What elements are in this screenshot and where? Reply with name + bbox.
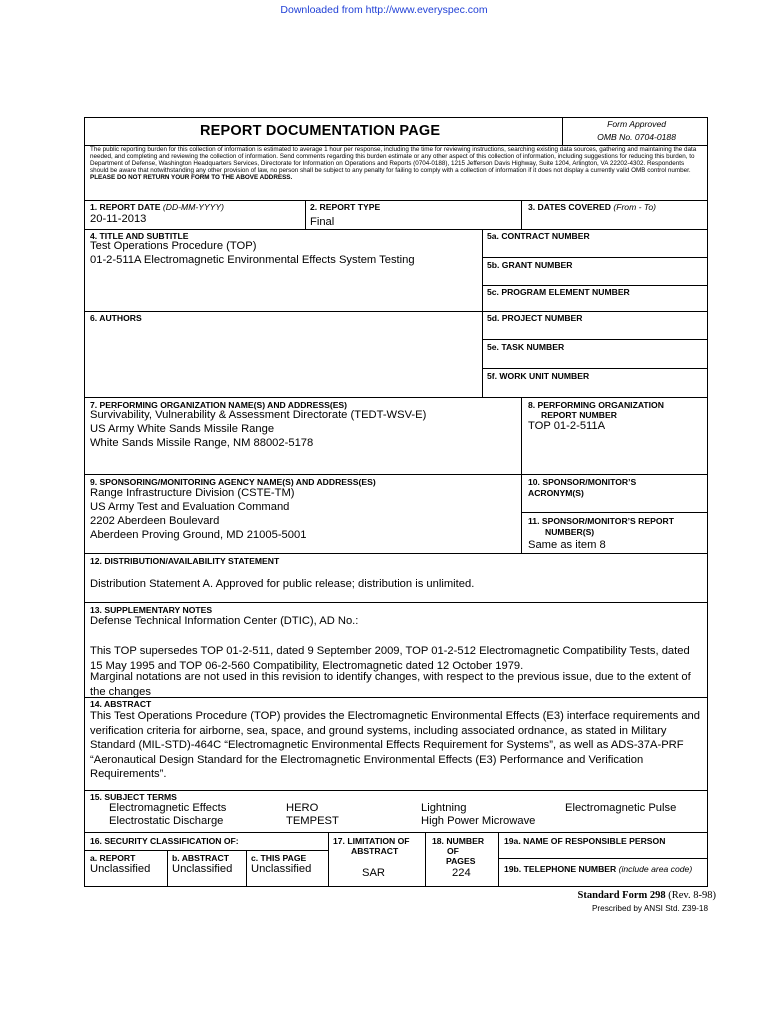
rule-v-title-5 [482, 229, 483, 397]
subject-term: Lightning [421, 802, 467, 814]
rule-16-sub [84, 850, 328, 851]
subject-terms-label: 15. SUBJECT TERMS [90, 792, 177, 802]
rule-v-16b [246, 850, 247, 887]
report-type-value: Final [310, 216, 335, 228]
abstract-text: This Test Operations Procedure (TOP) provides the Electromagnetic Environmental Effects (E3) interface requirements and verification criteria for airborne, sea, space, and ground systems, including associated ordnance, as stated in Military Standard (MIL-STD)-464C “Electromagnetic Environmental Effects Requirement for Systems”, as well as ADS-37A-PRF “Aeronautical Design Standard for the Electromagnetic Environmental Effects (E3) Performance and Verification Requirements”. [90, 710, 701, 780]
standard-form-name: Standard Form 298 [577, 890, 666, 901]
num-pages-label-3: PAGES [446, 856, 476, 866]
perf-report-label-1: 8. PERFORMING ORGANIZATION [528, 400, 664, 410]
abstract-class-label: b. ABSTRACT [172, 853, 229, 863]
dates-covered-hint: (From - To) [613, 202, 656, 212]
subject-term: Electromagnetic Effects [109, 802, 227, 814]
sponsoring-line: Aberdeen Proving Ground, MD 21005-5001 [90, 529, 307, 541]
performing-org-line: US Army White Sands Missile Range [90, 423, 275, 435]
report-date-label [90, 202, 224, 212]
monitor-report-label-2: NUMBER(S) [545, 527, 595, 537]
rule-after-title [84, 311, 708, 312]
subject-term: High Power Microwave [421, 815, 536, 827]
title-line-1: Test Operations Procedure (TOP) [90, 240, 257, 252]
distribution-statement: Distribution Statement A. Approved for public release; distribution is unlimited. [90, 578, 475, 590]
perf-report-number: TOP 01-2-511A [528, 420, 606, 432]
report-class-value: Unclassified [90, 863, 151, 875]
grant-number-label: 5b. GRANT NUMBER [487, 260, 573, 270]
program-element-label: 5c. PROGRAM ELEMENT NUMBER [487, 287, 630, 297]
task-number-label: 5e. TASK NUMBER [487, 342, 565, 352]
report-date-label-text: 1. REPORT DATE [90, 202, 161, 212]
contract-number-label: 5a. CONTRACT NUMBER [487, 231, 590, 241]
sponsoring-line: US Army Test and Evaluation Command [90, 501, 290, 513]
rule-after-performing [84, 474, 708, 475]
supplementary-dtic: Defense Technical Information Center (DTIC), AD No.: [90, 615, 359, 627]
performing-org-line: White Sands Missile Range, NM 88002-5178 [90, 437, 314, 449]
report-date-value: 20-11-2013 [90, 213, 147, 225]
supplementary-label: 13. SUPPLEMENTARY NOTES [90, 605, 213, 615]
form-approved: Form Approved [607, 119, 666, 129]
rule-after-block1 [84, 229, 708, 230]
subject-term: Electrostatic Discharge [109, 815, 224, 827]
subject-term: HERO [286, 802, 319, 814]
authors-label: 6. AUTHORS [90, 313, 142, 323]
dates-covered-label [528, 202, 656, 212]
rule-5d [482, 339, 708, 340]
project-number-label: 5d. PROJECT NUMBER [487, 313, 583, 323]
dates-covered-label-text: 3. DATES COVERED [528, 202, 611, 212]
num-pages-label-2: OF [447, 846, 459, 856]
report-class-label: a. REPORT [90, 853, 136, 863]
monitor-report-number: Same as item 8 [528, 539, 606, 551]
rule-5b [482, 285, 708, 286]
rule-v-2-3 [521, 200, 522, 229]
rule-v-1-2 [305, 200, 306, 229]
omb-number: OMB No. 0704-0188 [597, 132, 676, 142]
num-pages-value: 224 [452, 867, 471, 879]
subject-term: TEMPEST [286, 815, 339, 827]
acronym-label-2: ACRONYM(S) [528, 488, 584, 498]
rule-10 [521, 512, 708, 513]
security-classification-label: 16. SECURITY CLASSIFICATION OF: [90, 836, 239, 846]
standard-form-revision: (Rev. 8-98) [668, 890, 716, 901]
performing-org-line: Survivability, Vulnerability & Assessment Directorate (TEDT-WSV-E) [90, 409, 427, 421]
page-class-label: c. THIS PAGE [251, 853, 307, 863]
telephone-hint: (include area code) [618, 864, 693, 874]
perf-report-label-2: REPORT NUMBER [541, 410, 617, 420]
report-type-label: 2. REPORT TYPE [310, 202, 381, 212]
title-line-2: 01-2-511A Electromagnetic Environmental Effects System Testing [90, 254, 415, 266]
burden-text: The public reporting burden for this collection of information is estimated to average 1 hour per response, including the time for reviewing instructions, searching existing data sources, gathering and maintaining the data needed, and completing and reviewing the collection of information. Send comments regarding this burden estimate or any other aspect of this collection of information, including suggestions for reducing this burden, to Department of Defense, Washington Headquarters Services, Directorate for Information on Operations and Reports (0704-0188), 1215 Jefferson Davis Highway, Suite 1204, Arlington, VA 22202-4302. Respondents should be aware that notwithstanding any other provision of law, no person shall be subject to any penalty for failing to comply with a collection of information if it does not display a currently valid OMB control number. [90, 146, 697, 175]
burden-statement [90, 146, 702, 181]
limitation-label-1: 17. LIMITATION OF [333, 836, 410, 846]
page-class-value: Unclassified [251, 863, 312, 875]
work-unit-label: 5f. WORK UNIT NUMBER [487, 371, 590, 381]
rule-v-18-19 [498, 832, 499, 887]
rule-v-16-17 [328, 832, 329, 887]
rule-5a [482, 257, 708, 258]
responsible-person-label: 19a. NAME OF RESPONSIBLE PERSON [504, 836, 666, 846]
rule-v-7-8 [521, 397, 522, 553]
limitation-value: SAR [362, 867, 386, 879]
title-subtitle-label: 4. TITLE AND SUBTITLE [90, 231, 189, 241]
abstract-label: 14. ABSTRACT [90, 699, 152, 709]
subject-term: Electromagnetic Pulse [565, 802, 677, 814]
rule-after-subject [84, 832, 708, 833]
sponsoring-line: Range Infrastructure Division (CSTE-TM) [90, 487, 295, 499]
rule-after-burden [84, 200, 708, 201]
report-date-format: (DD-MM-YYYY) [162, 202, 225, 212]
telephone-label [504, 864, 692, 874]
burden-warning: PLEASE DO NOT RETURN YOUR FORM TO THE ABOVE ADDRESS. [90, 174, 293, 182]
sponsoring-label: 9. SPONSORING/MONITORING AGENCY NAME(S) AND ADDRESS(ES) [90, 477, 376, 487]
rule-v-17-18 [425, 832, 426, 887]
num-pages-label-1: 18. NUMBER [432, 836, 485, 846]
form-title: REPORT DOCUMENTATION PAGE [200, 123, 441, 139]
monitor-report-label-1: 11. SPONSOR/MONITOR’S REPORT [528, 516, 674, 526]
limitation-label-2: ABSTRACT [351, 846, 399, 856]
standard-form-footer [578, 890, 716, 901]
rule-19a [498, 858, 708, 859]
sponsoring-line: 2202 Aberdeen Boulevard [90, 515, 220, 527]
rule-after-authors [84, 397, 708, 398]
supplementary-supersedes: This TOP supersedes TOP 01-2-511, dated 9 September 2009, TOP 01-2-512 Electromagnetic Compatibility Tests, dated 15 May 1995 and TOP 06-2-560 Compatibility, Electromagnetic dated 12 October 1979. [90, 645, 690, 672]
performing-org-label: 7. PERFORMING ORGANIZATION NAME(S) AND ADDRESS(ES) [90, 400, 348, 410]
supplementary-marginal: Marginal notations are not used in this revision to identify changes, with respect to the previous issue, due to the extent of the changes [90, 671, 691, 698]
distribution-label: 12. DISTRIBUTION/AVAILABILITY STATEMENT [90, 556, 280, 566]
telephone-label-text: 19b. TELEPHONE NUMBER [504, 864, 617, 874]
rule-after-sponsoring [84, 553, 708, 554]
rule-after-abstract [84, 790, 708, 791]
abstract-class-value: Unclassified [172, 863, 233, 875]
acronym-label-1: 10. SPONSOR/MONITOR’S [528, 477, 637, 487]
rule-5e [482, 368, 708, 369]
prescribed-by: Prescribed by ANSI Std. Z39-18 [591, 904, 708, 913]
rule-v-16a [167, 850, 168, 887]
rule-after-distribution [84, 602, 708, 603]
download-link[interactable]: Downloaded from http://www.everyspec.com [280, 4, 488, 16]
